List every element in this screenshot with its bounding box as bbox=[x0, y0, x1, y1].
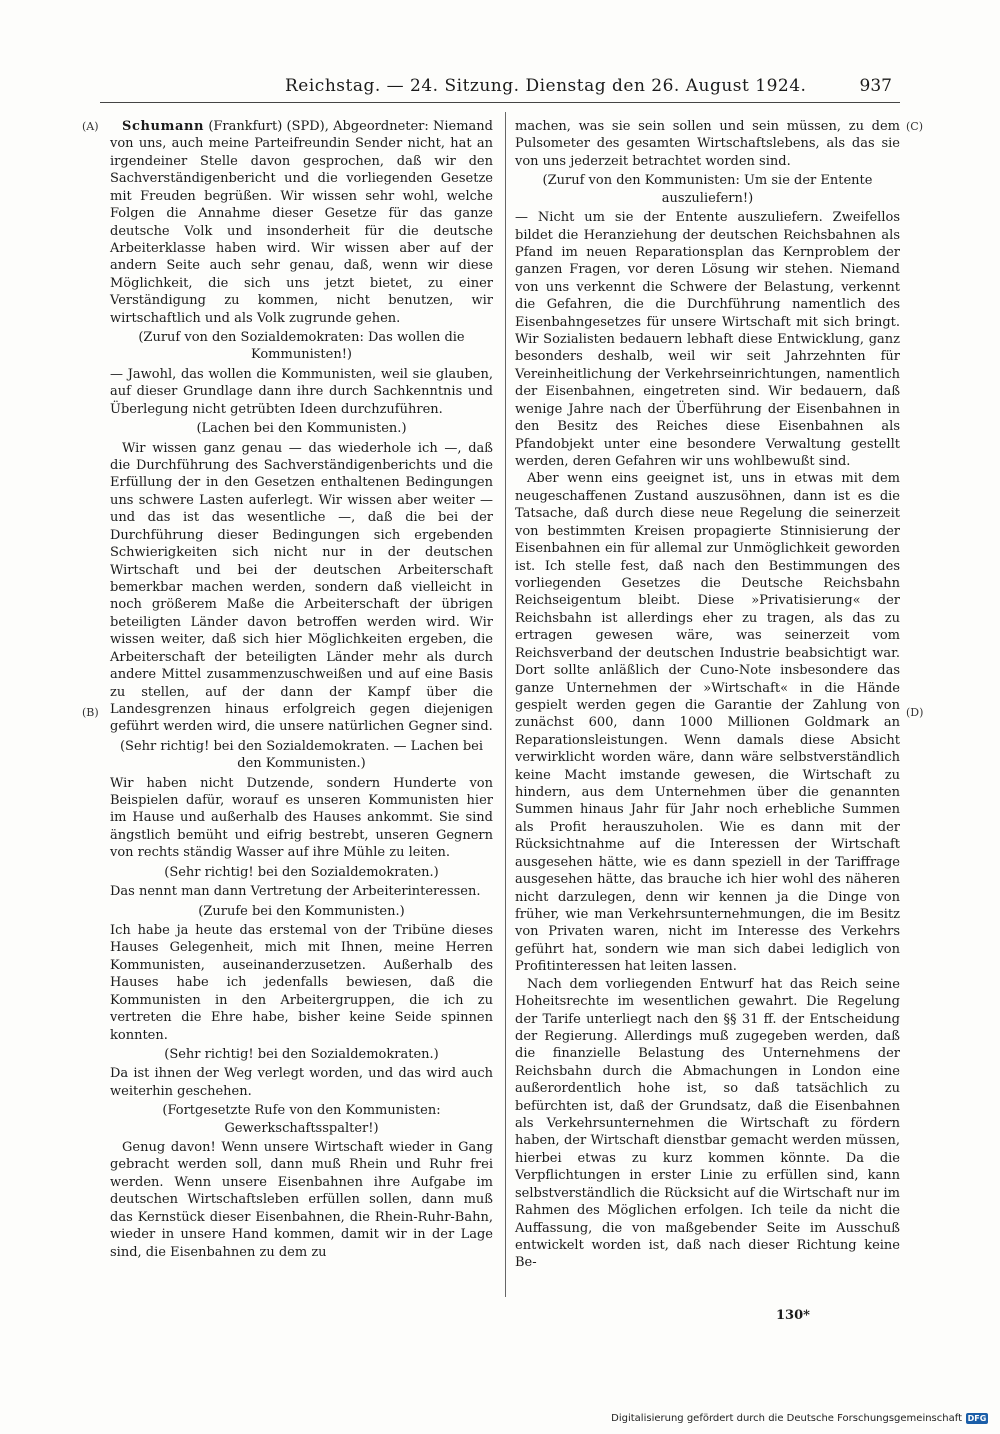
paragraph bbox=[110, 118, 493, 327]
paragraph: Das nennt man dann Vertretung der Arbeiterinteressen. bbox=[110, 884, 481, 900]
footer bbox=[611, 1413, 988, 1424]
paragraph-text: (Frankfurt) (SPD), Abgeordneter: Niemand von uns, auch meine Parteifreundin Sender nicht, hat an irgendeiner Stelle davon gesprochen, daß wir den Sachverständigenbericht und die vorliegenden Gesetze mit Freuden begrüßen. Wir wissen sehr wohl, welche Folgen die Annahme dieser Gesetze für das ganze deutsche Volk und insonderheit für die deutsche Arbeiterklasse haben wird. Wir wissen aber auf der andern Seite auch sehr genau, daß, wenn wir diese Möglichkeit, die sich uns jetzt bietet, zu einer Verständigung zu kommen, nicht benutzen, wir wirtschaftlich und als Volk zugrunde gehen. bbox=[110, 119, 493, 326]
interjection: (Sehr richtig! bei den Sozialdemokraten. — Lachen bei den Kommunisten.) bbox=[119, 738, 484, 772]
interjection: (Lachen bei den Kommunisten.) bbox=[196, 421, 407, 437]
running-header bbox=[100, 76, 900, 100]
footer-text: Digitalisierung gefördert durch die Deutsche Forschungsgemeinschaft bbox=[611, 1413, 962, 1424]
paragraph: Ich habe ja heute das erstemal von der Tribüne dieses Hauses Gelegenheit, mich mit Ihnen, meine Herren Kommunisten, auseinanderzusetzen. Außerhalb des Hauses habe ich jedenfalls bewiesen, daß die Kommunisten in den Arbeitergruppen, die ich zu vertreten die Ehre habe, bisher keine Seide spinnen konnten. bbox=[110, 922, 493, 1043]
paragraph: — Jawohl, das wollen die Kommunisten, weil sie glauben, auf dieser Grundlage dann ihre durch Sachkenntnis und Überlegung nicht getrübten Ideen durchzuführen. bbox=[110, 366, 493, 417]
interjection: (Zuruf von den Sozialdemokraten: Das wollen die Kommunisten!) bbox=[138, 330, 465, 363]
header-title: Reichstag. — 24. Sitzung. Dienstag den 26. August 1924. bbox=[285, 76, 807, 96]
interjection: (Zurufe bei den Kommunisten.) bbox=[198, 903, 405, 919]
paragraph: Wir wissen ganz genau — das wiederhole ich —, daß die Durchführung des Sachverständigenberichts und die Erfüllung der in den Gesetzen enthaltenen Bedingungen uns schwere Lasten auferlegt. Wir wissen aber weiter — und das ist das wesentliche —, daß die bei der Durchführung dieser Bedingungen sich ergebenden Schwierigkeiten sich nicht nur in der deutschen Wirtschaft und bei der deutschen Arbeiterschaft bemerkbar machen werden, sondern daß vielleicht in noch größerem Maße die Arbeiterschaft der übrigen beteiligten Länder davon betroffen werden wird. Wir wissen weiter, daß sich hier Möglichkeiten ergeben, die Arbeiterschaft der beteiligten Länder mehr als durch andere Mittel zusammenzuschweißen und auf eine Basis zu stellen, auf der dann der Kampf über die Landesgrenzen hinaus erfolgreich gegen diejenigen geführt werden wird, die unsere natürlichen Gegner sind. bbox=[110, 440, 493, 735]
interjection: (Sehr richtig! bei den Sozialdemokraten.) bbox=[164, 864, 439, 880]
interjection: (Zuruf von den Kommunisten: Um sie der Entente auszuliefern!) bbox=[542, 173, 873, 206]
paragraph: Wir haben nicht Dutzende, sondern Hunderte von Beispielen dafür, worauf es unseren Kommunisten hier im Hause und außerhalb des Hauses ankommt. Sie sind ängstlich bemüht und eifrig bestrebt, unseren Gegnern von rechts ständig Wasser auf ihre Mühle zu leiten. bbox=[110, 775, 493, 861]
speaker-name: Schumann bbox=[122, 119, 205, 134]
interjection: (Fortgesetzte Rufe von den Kommunisten: Gewerkschaftsspalter!) bbox=[162, 1103, 441, 1136]
signature-mark: 130* bbox=[776, 1308, 810, 1323]
column-divider bbox=[505, 112, 506, 1297]
interjection: (Sehr richtig! bei den Sozialdemokraten.) bbox=[164, 1046, 439, 1062]
dfg-logo: DFG bbox=[967, 1414, 987, 1423]
paragraph: — Nicht um sie der Entente auszuliefern. Zweifellos bildet die Heranziehung der deutschen Reichsbahnen als Pfand im neuen Reparationsplan das Kernproblem der ganzen Fragen, vor deren Lösung wir stehen. Niemand von uns verkennt die Schwere der Belastung, verkennt die Gefahren, die die Durchführung namentlich des Eisenbahngesetzes für unsere Wirtschaft mit sich bringt. Wir Sozialisten bedauern lebhaft diese Entwicklung, ganz besonders deshalb, weil wir seit Jahrzehnten für Vereinheitlichung der Verkehrseinrichtungen, namentlich der Eisenbahnen, eingetreten sind. Wir bedauern, daß wenige Jahre nach der Überführung der Eisenbahnen in den Besitz des Reiches diese Eisenbahnen als Pfandobjekt unter eine besondere Verwaltung gestellt werden, deren Gefahren wir uns wohlbewußt sind. bbox=[515, 210, 900, 470]
paragraph: Da ist ihnen der Weg verlegt worden, und das wird auch weiterhin geschehen. bbox=[110, 1066, 493, 1099]
paragraph: machen, was sie sein sollen und sein müssen, zu dem Pulsometer des gesamten Wirtschaftslebens, als das sie von uns jederzeit betrachtet worden sind. bbox=[515, 119, 900, 169]
page-number: 937 bbox=[859, 76, 892, 96]
paragraph: Genug davon! Wenn unsere Wirtschaft wieder in Gang gebracht werden soll, dann muß Rhein und Ruhr frei werden. Wenn unsere Eisenbahnen ihre Aufgabe im deutschen Wirtschaftsleben erfüllen sollen, dann muß das Kernstück dieser Eisenbahnen, die Rhein-Ruhr-Bahn, wieder in unsere Hand kommen, damit wir in der Lage sind, die Eisenbahnen zu dem zu bbox=[110, 1140, 493, 1260]
header-rule bbox=[100, 102, 900, 103]
right-column bbox=[515, 118, 900, 1272]
margin-mark-d: (D) bbox=[906, 706, 924, 719]
margin-mark-a: (A) bbox=[82, 120, 99, 133]
paragraph: Nach dem vorliegenden Entwurf hat das Reich seine Hoheitsrechte im wesentlichen gewahrt. Die Regelung der Tarife unterliegt nach den §§ 31 ff. der Entscheidung der Regierung. Allerdings muß zugegeben werden, daß die finanzielle Belastung des Unternehmens der Reichsbahn durch die Abmachungen in London eine außerordentlich hohe ist, so daß tatsächlich zu befürchten ist, daß der Grundsatz, daß die Eisenbahnen als Verkehrsunternehmen die Wirtschaft zu fördern haben, der Wirtschaft dienstbar gemacht werden müssen, hierbei etwas zu kurz kommen könnte. Da die Verpflichtungen in erster Linie zu erfüllen sind, kann selbstverständlich die Rücksicht auf die Wirtschaft nur im Rahmen des Möglichen erfolgen. Ich teile da nicht die Auffassung, die von maßgebender Seite im Ausschuß entwickelt worden ist, daß nach dieser Richtung keine Be- bbox=[515, 976, 900, 1271]
margin-mark-b: (B) bbox=[82, 706, 99, 719]
margin-mark-c: (C) bbox=[906, 120, 923, 133]
paragraph: Aber wenn eins geeignet ist, uns in etwas mit dem neugeschaffenen Zustand auszusöhnen, dann ist es die Tatsache, daß durch diese neue Regelung die seinerzeit von bestimmten Kreisen propagierte Stinnisierung der Eisenbahnen ein für allemal zur Unmöglichkeit geworden ist. Ich stelle fest, daß nach den Bestimmungen des vorliegenden Gesetzes die Deutsche Reichsbahn Reichseigentum bleibt. Diese »Privatisierung« der Reichsbahn ist allerdings eher zu tragen, als das zu ertragen gewesen wäre, was seinerzeit vom Reichsverband der deutschen Industrie beabsichtigt war. Dort sollte anläßlich der Cuno-Note insbesondere das ganze Unternehmen der »Wirtschaft« in die Hände gespielt werden gegen die Garantie der Zahlung von zunächst 600, dann 1000 Millionen Goldmark an Reparationsleistungen. Wenn damals diese Absicht verwirklicht worden wäre, dann wäre selbstverständlich keine Macht imstande gewesen, die Wirtschaft zu hindern, aus dem Unternehmen über die genannten Summen hinaus Jahr für Jahr noch erhebliche Summen als Profit herauszuholen. Wie es dann mit der Rücksichtnahme auf die Interessen der Wirtschaft ausgesehen hätte, wie es dann speziell in der Tariffrage ausgesehen hätte, das brauche ich hier wohl des näheren nicht darzulegen, denn wir kennen ja die Dinge von früher, wie man Verkehrsunternehmungen, die im Besitz von Privaten waren, nicht im Interesse des Verkehrs geführt hat, sondern wie man sich dabei lediglich von Profitinteressen hat leiten lassen. bbox=[515, 471, 900, 975]
left-column bbox=[110, 118, 493, 1261]
